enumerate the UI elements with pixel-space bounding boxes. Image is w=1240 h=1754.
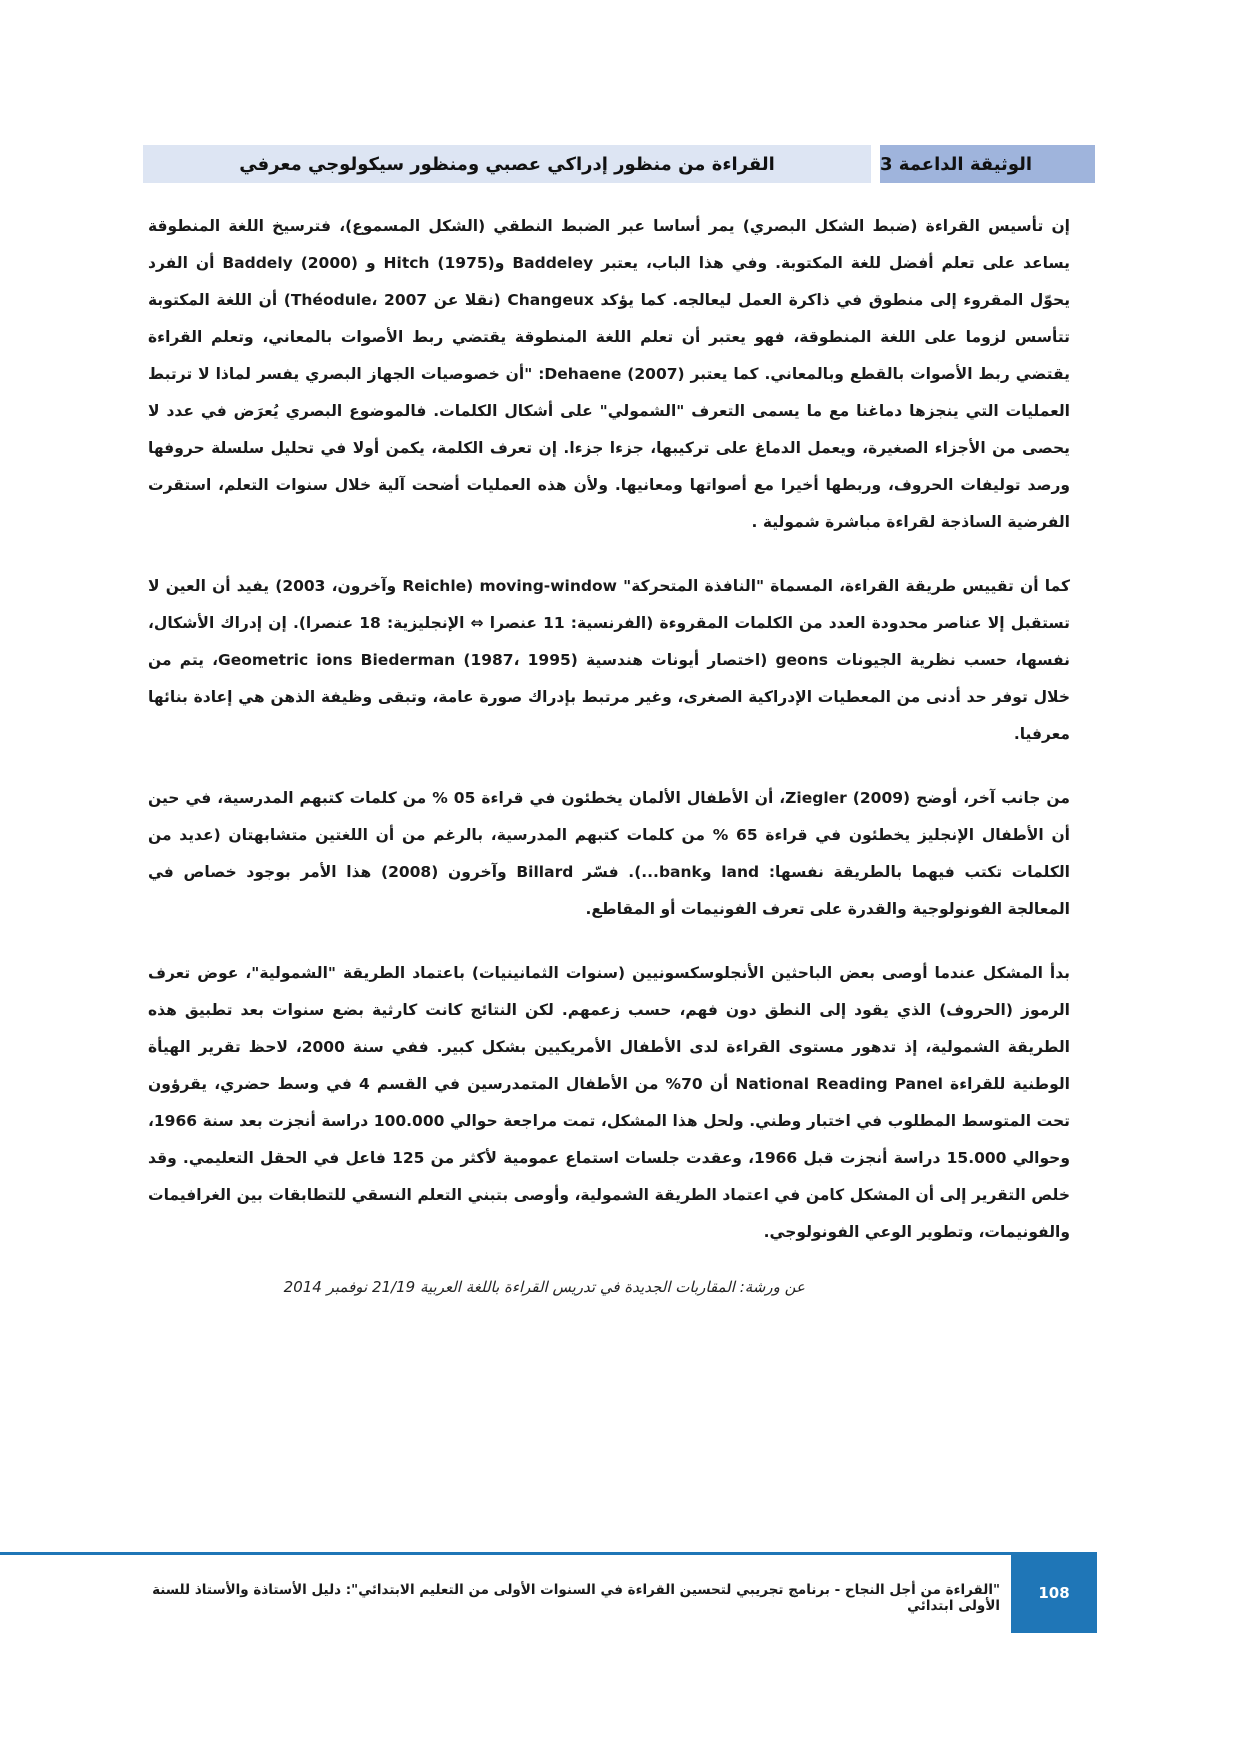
paragraph-4: بدأ المشكل عندما أوصى بعض الباحثين الأنجلوسكسونيين (سنوات الثمانينيات) باعتماد الطريقة "الشمولية"، عوض تعرف الرموز (الحروف) الذي يقود إلى النطق دون فهم، حسب زعمهم. لكن النتائج كانت كارثية بضع سنوات بعد تطبيق هذه الطريقة الشمولية، إذ تدهور مستوى القراءة لدى الأطفال الأمريكيين بشكل كبير. ففي سنة 2000، لاحظ تقرير الهيأة الوطنية للقراءة National Reading Panel أن 70% من الأطفال المتمدرسين في القسم 4 في وسط حضري، يقرؤون تحت المتوسط المطلوب في اختبار وطني. ولحل هذا المشكل، تمت مراجعة حوالي 100.000 دراسة أنجزت بعد سنة 1966، وحوالي 15.000 دراسة أنجزت قبل 1966، وعقدت جلسات استماع عمومية لأكثر من 125 فاعل في الحقل التعليمي. وقد خلص التقرير إلى أن المشكل كامن في اعتماد الطريقة الشمولية، وأوصى بتبني التعلم النسقي للتطابقات بين الغرافيمات والفونيمات، وتطوير الوعي الفونولوجي. [148,964,1070,1241]
body-text [148,208,1070,1278]
page-title: القراءة من منظور إدراكي عصبي ومنظور سيكولوجي معرفي [143,145,871,183]
page-number: 108 [1011,1553,1097,1633]
document-label: الوثيقة الداعمة 3 [880,145,1095,183]
paragraph-1: إن تأسيس القراءة (ضبط الشكل البصري) يمر أساسا عبر الضبط النطقي (الشكل المسموع)، فترسيخ اللغة المنطوقة يساعد على تعلم أفضل للغة المكتوبة. وفي هذا الباب، يعتبر Baddeley وHitch (1975) و Baddely (2000) أن الفرد يحوّل المقروء إلى منطوق في ذاكرة العمل ليعالجه. كما يؤكد Changeux (نقلا عن Théodule، 2007) أن اللغة المكتوبة تتأسس لزوما على اللغة المنطوقة، فهو يعتبر أن تعلم اللغة المنطوقة يقتضي ربط الأصوات بالمعاني، وتعلم القراءة يقتضي ربط الأصوات بالقطع وبالمعاني. كما يعتبر Dehaene (2007): "أن خصوصيات الجهاز البصري يفسر لماذا لا ترتبط العمليات التي ينجزها دماغنا مع ما يسمى التعرف "الشمولي" على أشكال الكلمات. فالموضوع البصري يُعرَض في عدد لا يحصى من الأجزاء الصغيرة، ويعمل الدماغ على تركيبها، جزءا جزءا. إن تعرف الكلمة، يكمن أولا في تحليل سلسلة حروفها ورصد توليفات الحروف، وربطها أخيرا مع أصواتها ومعانيها. ولأن هذه العمليات أضحت آلية خلال سنوات التعلم، استقرت الفرضية الساذجة لقراءة مباشرة شمولية . [148,217,1071,531]
paragraph-3: من جانب آخر، أوضح Ziegler (2009)، أن الأطفال الألمان يخطئون في قراءة 05 % من كلمات كتبهم المدرسية، في حين أن الأطفال الإنجليز يخطئون في قراءة 65 % من كلمات كتبهم المدرسية، بالرغم من أن اللغتين متشابهتان (عديد من الكلمات تكتب فيهما بالطريقة نفسها: land وbank...). فسّر Billard وآخرون (2008) هذا الأمر بوجود خصاص في المعالجة الفونولوجية والقدرة على تعرف الفونيمات أو المقاطع. [148,789,1070,918]
paragraph-2: كما أن تقييس طريقة القراءة، المسماة "النافذة المتحركة" moving-window (Reichle وآخرون، 2003) يفيد أن العين لا تستقبل إلا عناصر محدودة العدد من الكلمات المقروءة (الفرنسية: 11 عنصرا ⇔ الإنجليزية: 18 عنصرا). إن إدراك الأشكال، نفسها، حسب نظرية الجيونات geons (اختصار أيونات هندسية Geometric ions Biederman (1987، 1995)، يتم من خلال توفر حد أدنى من المعطيات الإدراكية الصغرى، وغير مرتبط بإدراك صورة عامة، وتبقى وظيفة الذهن هي إعادة بنائها معرفيا. [148,577,1070,743]
footer-divider [0,1552,1097,1555]
source-citation: عن ورشة: المقاربات الجديدة في تدريس القراءة باللغة العربية 21/19 نوفمبر 2014 [283,1278,805,1296]
footer-title: "القراءة من أجل النجاح - برنامج تجريبي لتحسين القراءة في السنوات الأولى من التعليم الابتدائي": دليل الأستاذة والأستاذ للسنة الأولى ابتدائي [152,1582,1000,1614]
